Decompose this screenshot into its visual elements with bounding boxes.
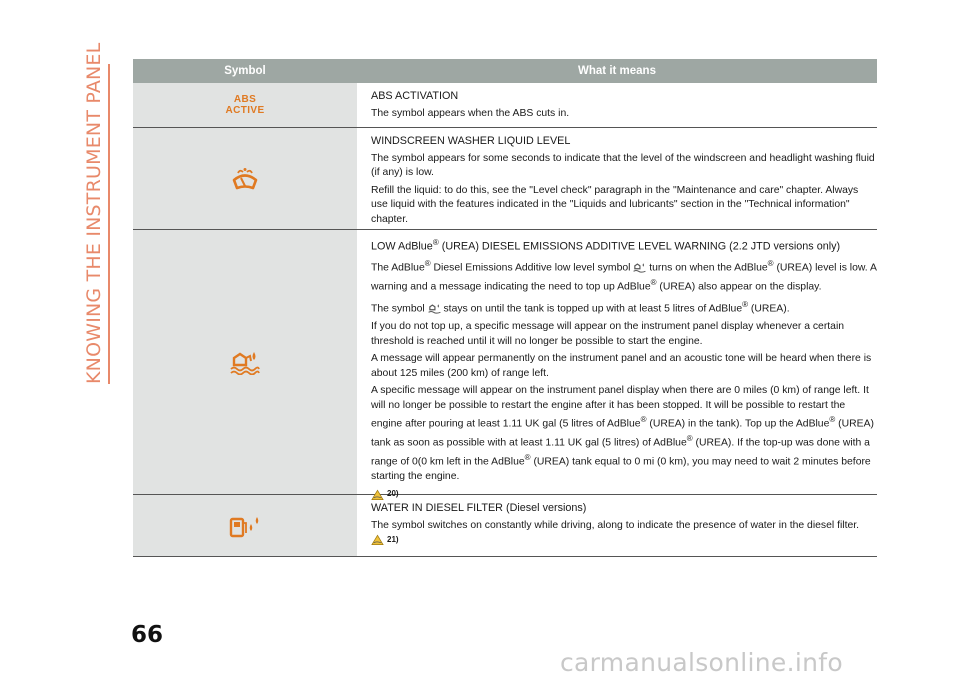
- table-row: [133, 495, 877, 557]
- registered-mark: ®: [742, 300, 749, 310]
- row-text: The symbol appears when the ABS cuts in.: [371, 107, 570, 119]
- text-part: (UREA) in the tank). Top up the AdBlue: [646, 418, 830, 430]
- header-symbol: Symbol: [224, 65, 266, 77]
- row-title: [371, 236, 877, 254]
- adblue-level-icon: [633, 262, 646, 273]
- row-text: [371, 384, 877, 484]
- abs-line-1: ABS: [233, 94, 257, 105]
- water-in-fuel-icon: [229, 514, 261, 538]
- text-part: (UREA) also appear on the display.: [656, 281, 822, 293]
- registered-mark: ®: [640, 415, 647, 424]
- adblue-level-icon: [230, 349, 260, 375]
- row-title: WINDSCREEN WASHER LIQUID LEVEL: [371, 135, 571, 147]
- warning-reference[interactable]: [371, 533, 399, 548]
- row-text: If you do not top up, a specific message will appear on the instrument panel display whenever a certain threshold is reached until it will no longer be possible to start the engine.: [371, 321, 845, 347]
- text-part: The AdBlue: [371, 262, 425, 274]
- abs-line-2: ACTIVE: [225, 105, 265, 116]
- symbol-table: [133, 59, 877, 557]
- text-part: The symbol: [371, 303, 428, 315]
- text-part: Diesel Emissions Additive low level symbol: [430, 262, 634, 274]
- warning-triangle-icon: [371, 534, 384, 546]
- row-text: A message will appear permanently on the instrument panel and an acoustic tone will be heard when there is about 125 miles (200 km) of range left.: [371, 353, 872, 379]
- registered-mark: ®: [829, 415, 836, 424]
- registered-mark: ®: [432, 238, 439, 247]
- text-part: stays on until the tank is topped up with at least 5 litres of AdBlue: [440, 303, 743, 315]
- abs-active-icon: [133, 83, 357, 127]
- text-part: (UREA).: [748, 303, 790, 315]
- registered-mark: ®: [424, 259, 431, 269]
- registered-mark: ®: [767, 259, 774, 269]
- table-row: [133, 128, 877, 230]
- row-text: [371, 257, 877, 295]
- adblue-level-icon: [428, 303, 441, 314]
- text-part: (UREA). If the top-up was done with a range of 0(0 km left in the AdBlue: [371, 437, 870, 468]
- symbol-cell: [133, 495, 357, 556]
- symbol-cell: [133, 230, 357, 494]
- text-part: (UREA) tank equal to 0 mi (0 km), you may need to wait 2 minutes before starting the engine.: [371, 456, 871, 482]
- text-part: The symbol switches on constantly while driving, along to indicate the presence of water in the diesel filter.: [371, 519, 860, 531]
- row-text: [371, 519, 877, 552]
- symbol-cell: [133, 128, 357, 229]
- text-part: (UREA) tank as soon as possible with at least 1.11 UK gal (5 litres) of AdBlue: [371, 418, 874, 449]
- table-row: [133, 230, 877, 499]
- warning-ref-number: 21): [387, 535, 399, 544]
- section-rule: [108, 64, 110, 384]
- text-part: A specific message will appear on the instrument panel display when there are 0 miles (0 km) of range left. It will no longer be possible to restart the engine after it has been stopped. It will be possible to restart the engine after pouring at least 1.11 UK gal (5 litres of AdBlue: [371, 385, 869, 430]
- section-title: KNOWING THE INSTRUMENT PANEL: [83, 42, 105, 384]
- row-text: [371, 298, 877, 317]
- text-part: (UREA) level is low. A warning and a message indicating the need to top up AdBlue: [371, 262, 877, 293]
- title-part: LOW AdBlue: [371, 240, 433, 253]
- text-part: turns on when the AdBlue: [646, 262, 768, 274]
- registered-mark: ®: [650, 278, 657, 288]
- watermark: carmanualsonline.info: [560, 648, 843, 677]
- row-text: The symbol appears for some seconds to indicate that the level of the windscreen and headlight washing fluid (if any) is low.: [371, 152, 875, 178]
- title-part: (UREA) DIESEL EMISSIONS ADDITIVE LEVEL WARNING (2.2 JTD versions only): [438, 240, 841, 253]
- table-header: [133, 59, 877, 83]
- registered-mark: ®: [686, 433, 693, 443]
- page-number: 66: [131, 622, 164, 648]
- table-row: [133, 83, 877, 128]
- row-title: WATER IN DIESEL FILTER (Diesel versions): [371, 502, 587, 514]
- registered-mark: ®: [524, 452, 531, 462]
- header-meaning: What it means: [578, 65, 656, 77]
- warning-ref-number: 20): [387, 489, 399, 499]
- row-title: ABS ACTIVATION: [371, 90, 459, 102]
- row-text: Refill the liquid: to do this, see the "Level check" paragraph in the "Maintenance and care" chapter. Always use liquid with the features indicated in the "Liquids and lubricants" section in the "Technical information" chapter.: [371, 184, 859, 225]
- windscreen-washer-icon: [231, 167, 259, 191]
